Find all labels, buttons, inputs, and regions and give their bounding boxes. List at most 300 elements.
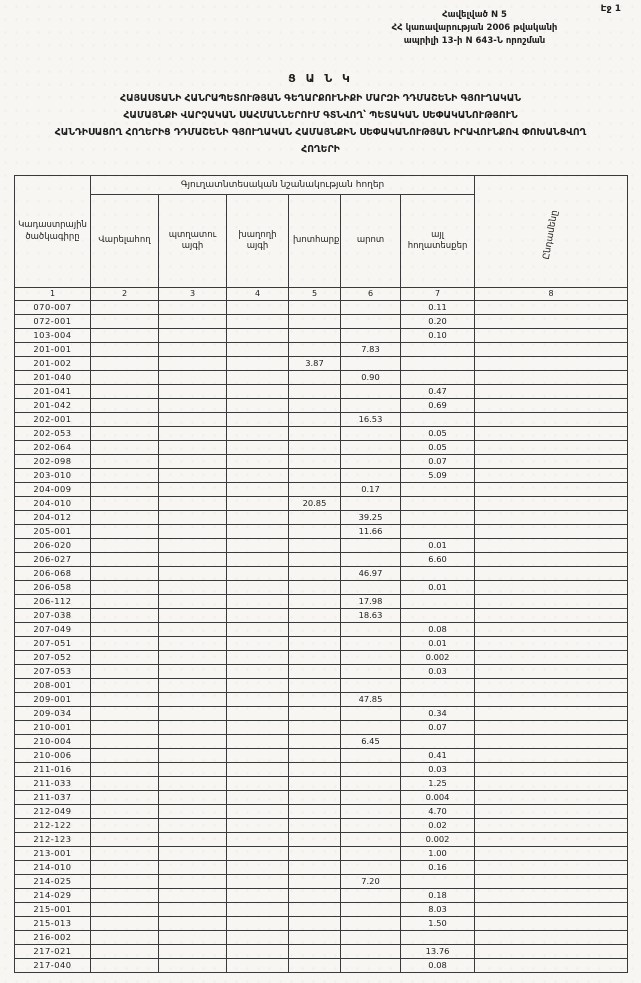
land-area-cell — [227, 399, 289, 413]
land-area-cell — [227, 609, 289, 623]
cadastral-code-cell: 206-068 — [15, 567, 91, 581]
cadastral-code-cell: 205-001 — [15, 525, 91, 539]
column-group-header-agricultural-lands: Գյուղատնտեսական նշանակության հողեր — [91, 176, 475, 195]
land-area-cell — [91, 847, 159, 861]
table-row — [15, 371, 628, 385]
land-area-cell — [401, 343, 475, 357]
land-area-cell — [289, 679, 341, 693]
land-area-cell — [91, 413, 159, 427]
land-area-cell: 0.004 — [401, 791, 475, 805]
cadastral-code-cell: 201-042 — [15, 399, 91, 413]
land-area-cell: 0.41 — [401, 749, 475, 763]
land-area-cell — [227, 847, 289, 861]
land-area-cell: 1.00 — [401, 847, 475, 861]
land-area-cell — [91, 777, 159, 791]
land-area-cell — [289, 455, 341, 469]
table-row — [15, 329, 628, 343]
cadastral-code-cell: 214-010 — [15, 861, 91, 875]
land-area-cell — [341, 469, 401, 483]
land-area-cell — [159, 805, 227, 819]
land-area-cell — [91, 903, 159, 917]
land-area-cell — [475, 693, 628, 707]
subtitle-line-1: ՀԱՅԱՍՏԱՆԻ ՀԱՆՐԱՊԵՏՈՒԹՅԱՆ ԳԵՂԱՐՔՈՒՆԻՔԻ ՄԱՐԶԻ ԴԴՄԱՇԵՆԻ ԳՅՈՒՂԱԿԱՆ — [120, 93, 521, 104]
table-row — [15, 931, 628, 945]
land-area-cell — [475, 497, 628, 511]
land-area-cell — [475, 539, 628, 553]
land-area-cell — [341, 553, 401, 567]
table-row — [15, 945, 628, 959]
land-area-cell — [159, 707, 227, 721]
land-area-cell: 16.53 — [341, 413, 401, 427]
land-area-cell — [91, 679, 159, 693]
table-row — [15, 777, 628, 791]
land-area-cell — [475, 329, 628, 343]
land-area-cell — [91, 455, 159, 469]
document-title: Ց Ա Ն Կ — [288, 72, 353, 85]
land-area-cell — [91, 497, 159, 511]
land-area-cell — [341, 721, 401, 735]
land-area-cell — [91, 539, 159, 553]
land-area-cell — [289, 819, 341, 833]
column-number-3: 3 — [159, 288, 227, 301]
land-area-cell: 0.20 — [401, 315, 475, 329]
land-area-cell — [289, 651, 341, 665]
land-area-cell — [401, 875, 475, 889]
land-area-cell — [475, 469, 628, 483]
land-area-cell — [91, 917, 159, 931]
land-area-cell — [227, 455, 289, 469]
land-area-cell — [91, 595, 159, 609]
land-area-cell — [289, 707, 341, 721]
column-number-2: 2 — [91, 288, 159, 301]
land-area-cell — [475, 721, 628, 735]
cadastral-code-cell: 072-001 — [15, 315, 91, 329]
land-area-cell — [475, 931, 628, 945]
land-area-cell — [91, 763, 159, 777]
land-area-cell — [401, 693, 475, 707]
land-area-cell — [91, 861, 159, 875]
land-area-cell — [159, 581, 227, 595]
land-area-cell — [227, 763, 289, 777]
land-area-cell — [289, 581, 341, 595]
land-area-cell — [159, 665, 227, 679]
land-area-cell — [159, 539, 227, 553]
land-area-cell — [289, 847, 341, 861]
land-area-cell — [475, 399, 628, 413]
cadastral-code-cell: 103-004 — [15, 329, 91, 343]
land-area-cell: 7.20 — [341, 875, 401, 889]
land-area-cell — [159, 441, 227, 455]
land-area-cell — [289, 567, 341, 581]
land-area-cell — [289, 371, 341, 385]
land-area-cell — [227, 861, 289, 875]
land-area-cell — [91, 959, 159, 973]
land-area-cell — [475, 413, 628, 427]
land-area-cell — [159, 763, 227, 777]
land-area-cell — [91, 889, 159, 903]
land-area-cell — [475, 567, 628, 581]
column-header-total — [475, 176, 628, 288]
table-row — [15, 525, 628, 539]
land-area-cell — [227, 707, 289, 721]
cadastral-code-cell: 206-058 — [15, 581, 91, 595]
column-header-fruit-orchard: պտղատու այգի — [159, 195, 227, 288]
cadastral-code-cell: 202-098 — [15, 455, 91, 469]
land-area-cell — [341, 301, 401, 315]
land-area-cell — [289, 469, 341, 483]
land-area-cell — [341, 945, 401, 959]
land-area-cell — [91, 357, 159, 371]
land-area-cell — [289, 959, 341, 973]
land-area-cell: 0.01 — [401, 581, 475, 595]
land-area-cell — [341, 917, 401, 931]
land-area-cell — [289, 763, 341, 777]
cadastral-code-cell: 204-010 — [15, 497, 91, 511]
table-row — [15, 791, 628, 805]
cadastral-code-cell: 211-033 — [15, 777, 91, 791]
land-area-cell — [91, 875, 159, 889]
land-area-cell — [289, 875, 341, 889]
land-area-cell — [475, 805, 628, 819]
land-area-cell — [475, 735, 628, 749]
land-area-cell: 3.87 — [289, 357, 341, 371]
land-area-cell — [475, 875, 628, 889]
cadastral-code-cell: 201-001 — [15, 343, 91, 357]
land-area-cell: 0.02 — [401, 819, 475, 833]
land-area-cell — [475, 357, 628, 371]
land-area-cell — [91, 581, 159, 595]
table-row — [15, 301, 628, 315]
subtitle-line-2: ՀԱՄԱՅՆՔԻ ՎԱՐՉԱԿԱՆ ՍԱՀՄԱՆՆԵՐՈՒՄ ԳՏՆՎՈՂ՝ ՊԵՏԱԿԱՆ ՍԵՓԱԿԱՆՈՒԹՅՈՒՆ — [123, 110, 518, 121]
land-area-cell — [159, 861, 227, 875]
land-area-cell — [159, 301, 227, 315]
land-area-cell — [227, 875, 289, 889]
land-area-cell — [341, 763, 401, 777]
land-area-cell — [341, 679, 401, 693]
land-area-cell — [289, 441, 341, 455]
cadastral-code-cell: 211-037 — [15, 791, 91, 805]
land-area-cell — [159, 357, 227, 371]
land-area-cell — [475, 749, 628, 763]
appendix-line-1: Հավելված N 5 — [442, 10, 507, 20]
land-area-cell — [227, 721, 289, 735]
land-area-cell — [227, 595, 289, 609]
column-header-arable-land: Վարելահող — [91, 195, 159, 288]
land-allocation-table — [14, 175, 628, 973]
land-area-cell — [341, 903, 401, 917]
land-area-cell — [227, 357, 289, 371]
land-area-cell — [475, 553, 628, 567]
cadastral-code-cell: 212-049 — [15, 805, 91, 819]
land-area-cell — [475, 595, 628, 609]
land-area-cell — [159, 819, 227, 833]
land-area-cell: 0.01 — [401, 637, 475, 651]
land-area-cell: 7.83 — [341, 343, 401, 357]
table-row — [15, 805, 628, 819]
land-area-cell — [159, 497, 227, 511]
land-area-cell — [91, 651, 159, 665]
land-area-cell — [227, 833, 289, 847]
land-area-cell — [475, 861, 628, 875]
land-area-cell — [91, 721, 159, 735]
land-area-cell — [341, 385, 401, 399]
cadastral-code-cell: 204-012 — [15, 511, 91, 525]
land-area-cell — [159, 889, 227, 903]
land-area-cell — [341, 399, 401, 413]
land-area-cell — [227, 959, 289, 973]
land-area-cell — [159, 875, 227, 889]
column-header-hayfield: խոտհարք — [289, 195, 341, 288]
land-area-cell — [289, 805, 341, 819]
table-row — [15, 721, 628, 735]
land-area-cell — [91, 399, 159, 413]
land-area-cell — [227, 819, 289, 833]
land-area-cell: 6.60 — [401, 553, 475, 567]
land-area-cell — [227, 371, 289, 385]
land-area-cell — [91, 329, 159, 343]
land-area-cell — [401, 595, 475, 609]
land-area-cell — [227, 917, 289, 931]
land-area-cell — [475, 903, 628, 917]
cadastral-code-cell: 204-009 — [15, 483, 91, 497]
cadastral-code-cell: 207-051 — [15, 637, 91, 651]
land-area-cell — [341, 651, 401, 665]
land-area-cell — [475, 637, 628, 651]
table-row — [15, 427, 628, 441]
table-row — [15, 623, 628, 637]
land-area-cell — [91, 833, 159, 847]
land-area-cell — [401, 483, 475, 497]
land-area-cell: 0.11 — [401, 301, 475, 315]
land-area-cell — [227, 525, 289, 539]
cadastral-code-cell: 206-112 — [15, 595, 91, 609]
land-area-cell — [341, 315, 401, 329]
land-area-cell: 0.18 — [401, 889, 475, 903]
land-area-cell — [159, 413, 227, 427]
land-area-cell — [159, 735, 227, 749]
land-area-cell — [289, 861, 341, 875]
land-area-cell — [159, 847, 227, 861]
land-area-cell: 0.16 — [401, 861, 475, 875]
land-area-cell — [341, 847, 401, 861]
land-area-cell — [289, 539, 341, 553]
cadastral-code-cell: 214-029 — [15, 889, 91, 903]
land-area-cell — [159, 679, 227, 693]
land-area-cell — [475, 945, 628, 959]
column-header-cadastral-code: Կադաստրային ծածկագիրը — [15, 176, 91, 288]
cadastral-code-cell: 206-027 — [15, 553, 91, 567]
land-area-cell — [341, 441, 401, 455]
land-area-cell: 0.90 — [341, 371, 401, 385]
land-area-cell: 0.03 — [401, 665, 475, 679]
land-area-cell — [289, 623, 341, 637]
land-area-cell — [91, 637, 159, 651]
land-area-cell — [227, 791, 289, 805]
table-row — [15, 889, 628, 903]
land-area-cell — [159, 567, 227, 581]
land-area-cell: 0.05 — [401, 441, 475, 455]
land-area-cell — [91, 553, 159, 567]
land-area-cell — [91, 525, 159, 539]
table-row — [15, 651, 628, 665]
land-area-cell — [341, 707, 401, 721]
land-area-cell: 11.66 — [341, 525, 401, 539]
cadastral-code-cell: 216-002 — [15, 931, 91, 945]
land-area-cell — [91, 567, 159, 581]
land-area-cell — [227, 567, 289, 581]
land-area-cell — [475, 525, 628, 539]
land-area-cell: 0.05 — [401, 427, 475, 441]
table-row — [15, 413, 628, 427]
table-row — [15, 581, 628, 595]
land-area-cell — [227, 637, 289, 651]
land-area-cell — [227, 749, 289, 763]
land-area-cell — [159, 749, 227, 763]
table-row — [15, 749, 628, 763]
land-area-cell — [341, 497, 401, 511]
column-header-pasture: արոտ — [341, 195, 401, 288]
land-area-cell — [159, 693, 227, 707]
land-area-cell — [401, 371, 475, 385]
land-area-cell — [227, 553, 289, 567]
land-area-cell: 0.08 — [401, 959, 475, 973]
column-number-4: 4 — [227, 288, 289, 301]
land-area-cell — [91, 623, 159, 637]
land-area-cell: 1.25 — [401, 777, 475, 791]
land-area-cell — [401, 679, 475, 693]
land-area-cell — [475, 623, 628, 637]
land-area-cell — [341, 749, 401, 763]
land-area-cell — [227, 623, 289, 637]
land-area-cell — [159, 315, 227, 329]
cadastral-code-cell: 214-025 — [15, 875, 91, 889]
land-area-cell: 46.97 — [341, 567, 401, 581]
table-row — [15, 385, 628, 399]
land-area-cell — [227, 315, 289, 329]
table-row — [15, 763, 628, 777]
cadastral-code-cell: 210-004 — [15, 735, 91, 749]
cadastral-code-cell: 212-123 — [15, 833, 91, 847]
land-area-cell — [475, 511, 628, 525]
land-area-cell — [475, 819, 628, 833]
land-area-cell — [289, 903, 341, 917]
land-area-cell — [341, 819, 401, 833]
land-area-cell — [341, 959, 401, 973]
column-number-1: 1 — [15, 288, 91, 301]
column-number-7: 7 — [401, 288, 475, 301]
cadastral-code-cell: 217-040 — [15, 959, 91, 973]
land-area-cell — [227, 693, 289, 707]
land-area-cell: 0.002 — [401, 833, 475, 847]
land-area-cell — [341, 581, 401, 595]
land-area-cell — [401, 497, 475, 511]
land-area-cell — [289, 931, 341, 945]
land-area-cell — [401, 413, 475, 427]
land-area-cell — [475, 343, 628, 357]
land-area-cell — [159, 791, 227, 805]
land-area-cell — [91, 427, 159, 441]
page-number: Էջ 1 — [600, 4, 621, 14]
cadastral-code-cell: 070-007 — [15, 301, 91, 315]
land-area-cell: 0.07 — [401, 455, 475, 469]
land-area-cell — [401, 609, 475, 623]
land-area-cell — [227, 441, 289, 455]
land-area-cell — [289, 889, 341, 903]
table-row — [15, 693, 628, 707]
land-area-cell — [91, 371, 159, 385]
land-area-cell — [227, 539, 289, 553]
cadastral-code-cell: 210-006 — [15, 749, 91, 763]
land-area-cell — [401, 525, 475, 539]
land-area-cell — [341, 539, 401, 553]
land-area-cell — [227, 889, 289, 903]
land-area-cell: 20.85 — [289, 497, 341, 511]
cadastral-code-cell: 209-034 — [15, 707, 91, 721]
land-area-cell — [289, 665, 341, 679]
cadastral-code-cell: 202-053 — [15, 427, 91, 441]
land-area-cell — [159, 553, 227, 567]
land-area-cell — [159, 609, 227, 623]
table-row — [15, 819, 628, 833]
land-area-cell — [91, 511, 159, 525]
land-area-cell — [159, 399, 227, 413]
table-row — [15, 679, 628, 693]
appendix-line-2: ՀՀ կառավարության 2006 թվականի — [391, 23, 558, 34]
table-row — [15, 833, 628, 847]
land-area-cell — [227, 413, 289, 427]
land-area-cell — [227, 945, 289, 959]
land-area-cell — [227, 679, 289, 693]
land-area-cell — [341, 791, 401, 805]
land-area-cell: 8.03 — [401, 903, 475, 917]
land-area-cell — [91, 819, 159, 833]
cadastral-code-cell: 207-049 — [15, 623, 91, 637]
column-number-6: 6 — [341, 288, 401, 301]
land-area-cell — [475, 371, 628, 385]
land-area-cell — [289, 525, 341, 539]
land-area-cell — [159, 455, 227, 469]
land-area-cell — [401, 567, 475, 581]
land-area-cell — [227, 427, 289, 441]
table-row — [15, 917, 628, 931]
land-area-cell — [227, 511, 289, 525]
land-area-cell — [227, 651, 289, 665]
land-area-cell — [401, 931, 475, 945]
land-area-cell — [159, 931, 227, 945]
land-area-cell — [341, 427, 401, 441]
table-row — [15, 553, 628, 567]
land-area-cell — [227, 931, 289, 945]
subtitle-line-3: ՀԱՆԴԻՍԱՑՈՂ ՀՈՂԵՐԻՑ ԴԴՄԱՇԵՆԻ ԳՅՈՒՂԱԿԱՆ ՀԱՄԱՅՆՔԻՆ ՍԵՓԱԿԱՆՈՒԹՅԱՆ ԻՐԱՎՈՒՆՔՈՎ ՓՈԽԱՆՑՎՈՂ — [54, 127, 587, 138]
table-row — [15, 469, 628, 483]
cadastral-code-cell: 203-010 — [15, 469, 91, 483]
column-number-row — [15, 288, 628, 301]
table-row — [15, 707, 628, 721]
land-area-cell — [475, 441, 628, 455]
land-area-cell — [159, 651, 227, 665]
land-area-cell — [289, 721, 341, 735]
table-row — [15, 511, 628, 525]
table-row — [15, 357, 628, 371]
table-row — [15, 399, 628, 413]
land-area-cell — [227, 329, 289, 343]
land-area-cell — [401, 511, 475, 525]
land-area-cell — [289, 693, 341, 707]
cadastral-code-cell: 210-001 — [15, 721, 91, 735]
land-area-cell — [401, 735, 475, 749]
land-area-cell — [159, 483, 227, 497]
column-header-vineyard: խաղողի այգի — [227, 195, 289, 288]
